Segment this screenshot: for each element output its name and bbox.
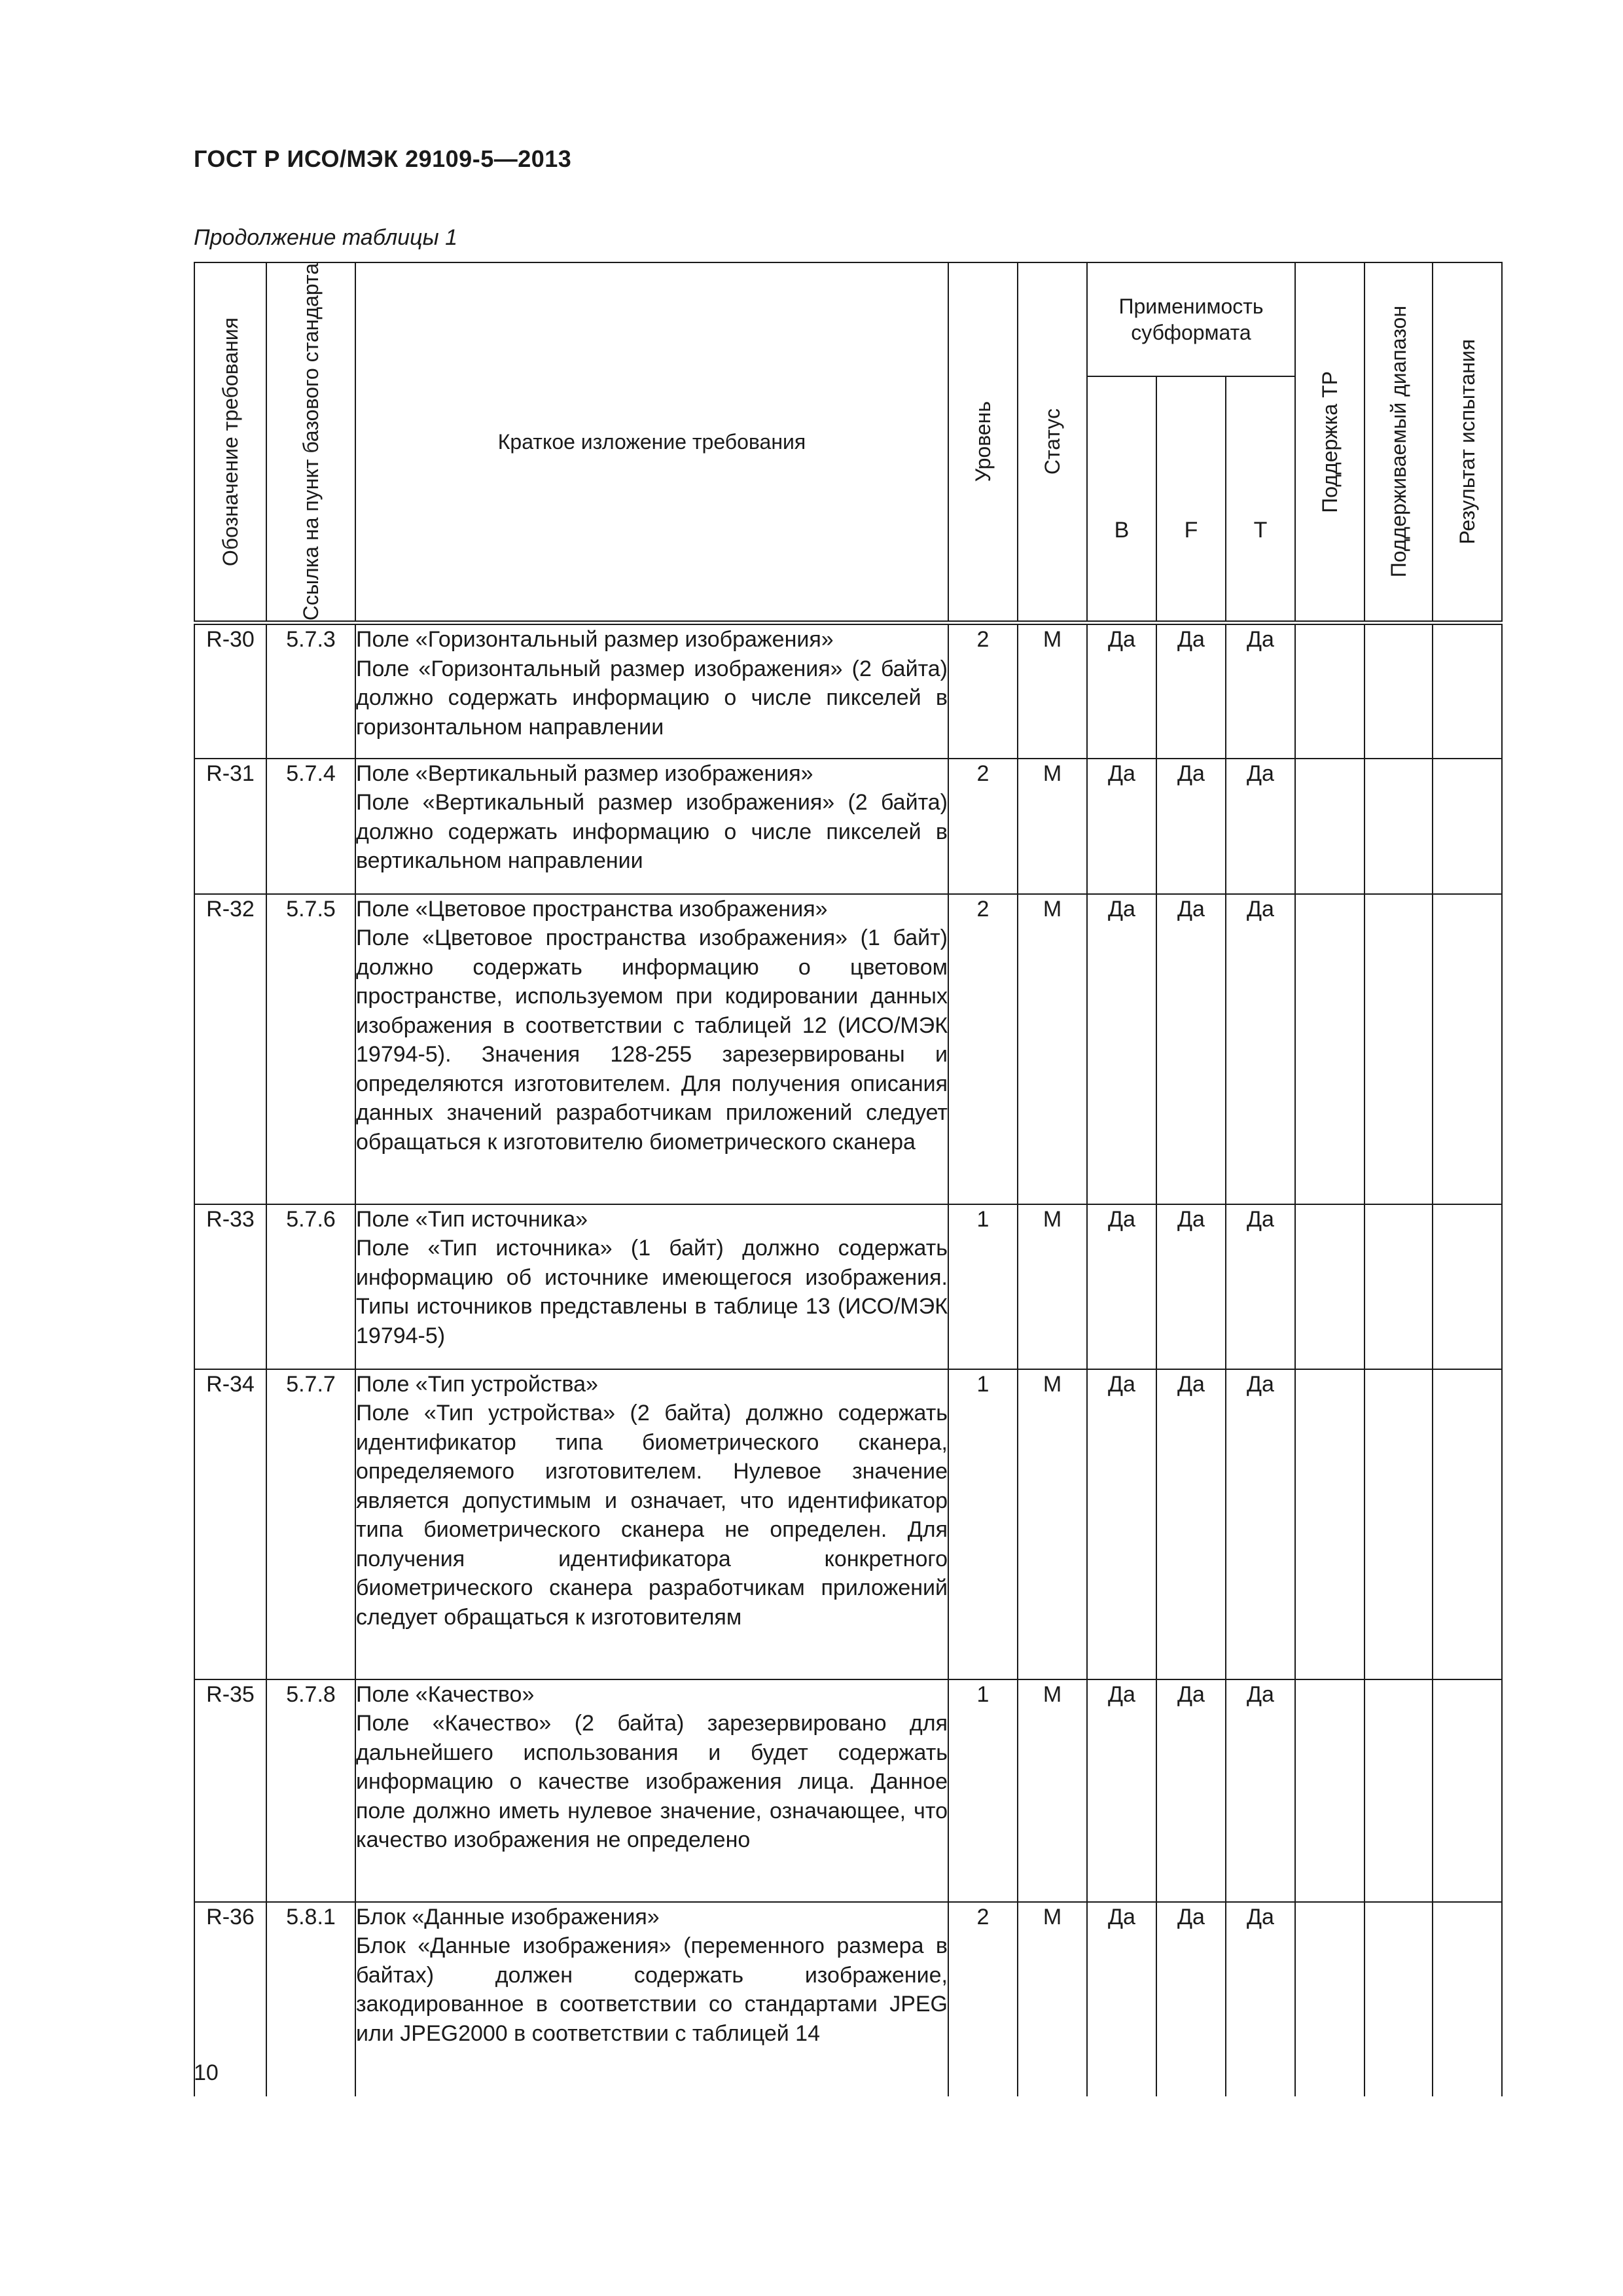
req-title: Поле «Вертикальный размер изображения» — [356, 761, 813, 786]
sub-t: Да — [1226, 1902, 1295, 2096]
sub-f: Да — [1156, 1369, 1226, 1679]
level: 2 — [948, 894, 1018, 1204]
req-text: Поле «Вертикальный размер изображения» (2 байта) должно содержать информацию о числе пикселей в вертикальном направлении — [356, 790, 948, 874]
header-req-id: Обозначение требования — [194, 262, 266, 623]
req-summary — [355, 1679, 948, 1902]
table-row — [194, 1679, 1502, 1902]
req-id: R-31 — [194, 759, 266, 894]
sub-f: Да — [1156, 1679, 1226, 1902]
level: 1 — [948, 1369, 1018, 1679]
sub-t: Да — [1226, 759, 1295, 894]
req-text: Поле «Качество» (2 байта) зарезервировано для дальнейшего использования и будет содержать информацию о качестве изображения лица. Данное поле должно иметь нулевое значение, означающее, что качество изображения не определено — [356, 1711, 948, 1853]
req-id: R-30 — [194, 623, 266, 759]
table-row — [194, 623, 1502, 759]
sub-b: Да — [1087, 1369, 1156, 1679]
req-title: Поле «Горизонтальный размер изображения» — [356, 627, 834, 653]
table-row — [194, 1369, 1502, 1679]
status: M — [1018, 1369, 1087, 1679]
table-row — [194, 894, 1502, 1204]
supported-range — [1364, 1369, 1433, 1679]
status: M — [1018, 623, 1087, 759]
req-title: Поле «Тип источника» — [356, 1206, 588, 1232]
test-result — [1433, 1679, 1502, 1902]
req-summary — [355, 759, 948, 894]
req-summary — [355, 1902, 948, 2096]
supported-range — [1364, 894, 1433, 1204]
tp-support — [1295, 1902, 1364, 2096]
supported-range — [1364, 759, 1433, 894]
req-summary — [355, 894, 948, 1204]
header-sub-f: F — [1156, 376, 1226, 623]
req-id: R-36 — [194, 1902, 266, 2096]
req-title: Поле «Тип устройства» — [356, 1371, 598, 1397]
sub-b: Да — [1087, 623, 1156, 759]
req-text: Поле «Тип устройства» (2 байта) должно содержать идентификатор типа биометрического сканера, определяемого изготовителем. Нулевое значение является допустимым и означает, что идентификатор типа биометрического сканера не определен. Для получения идентификатора конкретного биометрического сканера разработчикам приложений следует обращаться к изготовителям — [356, 1401, 948, 1630]
tp-support — [1295, 894, 1364, 1204]
sub-f: Да — [1156, 894, 1226, 1204]
base-ref: 5.7.5 — [266, 894, 355, 1204]
table-caption: Продолжение таблицы 1 — [194, 225, 457, 250]
table-row — [194, 1902, 1502, 2096]
base-ref: 5.7.8 — [266, 1679, 355, 1902]
sub-f: Да — [1156, 1204, 1226, 1369]
header-summary: Краткое изложение требования — [355, 262, 948, 623]
requirements-table — [194, 262, 1503, 2096]
tp-support — [1295, 1204, 1364, 1369]
header-status: Статус — [1018, 262, 1087, 623]
sub-b: Да — [1087, 1204, 1156, 1369]
header-applicability: Применимость субформата — [1087, 262, 1295, 376]
sub-b: Да — [1087, 759, 1156, 894]
sub-t: Да — [1226, 623, 1295, 759]
sub-t: Да — [1226, 1679, 1295, 1902]
req-text: Поле «Горизонтальный размер изображения» (2 байта) должно содержать информацию о числе пикселей в горизонтальном направлении — [356, 656, 948, 740]
page-number: 10 — [194, 2060, 219, 2085]
document-title: ГОСТ Р ИСО/МЭК 29109-5—2013 — [194, 145, 572, 172]
level: 2 — [948, 1902, 1018, 2096]
supported-range — [1364, 1902, 1433, 2096]
table-row — [194, 759, 1502, 894]
level: 2 — [948, 759, 1018, 894]
sub-t: Да — [1226, 1369, 1295, 1679]
tp-support — [1295, 623, 1364, 759]
base-ref: 5.7.7 — [266, 1369, 355, 1679]
tp-support — [1295, 759, 1364, 894]
level: 1 — [948, 1204, 1018, 1369]
header-tp-support: Поддержка ТР — [1295, 262, 1364, 623]
sub-t: Да — [1226, 894, 1295, 1204]
status: M — [1018, 894, 1087, 1204]
req-text: Поле «Тип источника» (1 байт) должно содержать информацию об источнике имеющегося изображения. Типы источников представлены в таблице 13 (ИСО/МЭК 19794-5) — [356, 1236, 948, 1348]
sub-b: Да — [1087, 1679, 1156, 1902]
test-result — [1433, 1902, 1502, 2096]
sub-f: Да — [1156, 1902, 1226, 2096]
header-sub-t: T — [1226, 376, 1295, 623]
status: M — [1018, 759, 1087, 894]
req-id: R-33 — [194, 1204, 266, 1369]
req-text: Поле «Цветовое пространства изображения» (1 байт) должно содержать информацию о цветовом пространстве, используемом при кодировании данных изображения в соответствии с таблицей 12 (ИСО/МЭК 19794-5). Значения 128-255 зарезервированы и определяются изготовителем. Для получения описания данных значений разработчикам приложений следует обращаться к изготовителю биометрического сканера — [356, 925, 948, 1155]
req-text: Блок «Данные изображения» (переменного размера в байтах) должен содержать изображение, закодированное в соответствии со стандартами JPEG или JPEG2000 в соответствии с таблицей 14 — [356, 1933, 948, 2046]
test-result — [1433, 623, 1502, 759]
req-id: R-34 — [194, 1369, 266, 1679]
header-base-ref: Ссылка на пункт базового стандарта — [266, 262, 355, 623]
req-summary — [355, 623, 948, 759]
sub-b: Да — [1087, 1902, 1156, 2096]
req-title: Поле «Качество» — [356, 1681, 535, 1707]
level: 2 — [948, 623, 1018, 759]
test-result — [1433, 894, 1502, 1204]
sub-f: Да — [1156, 759, 1226, 894]
req-id: R-32 — [194, 894, 266, 1204]
tp-support — [1295, 1369, 1364, 1679]
status: M — [1018, 1679, 1087, 1902]
status: M — [1018, 1204, 1087, 1369]
req-summary — [355, 1204, 948, 1369]
test-result — [1433, 1204, 1502, 1369]
supported-range — [1364, 1204, 1433, 1369]
header-sub-b: B — [1087, 376, 1156, 623]
req-title: Поле «Цветовое пространства изображения» — [356, 896, 828, 922]
base-ref: 5.7.4 — [266, 759, 355, 894]
sub-f: Да — [1156, 623, 1226, 759]
header-test-result: Результат испытания — [1433, 262, 1502, 623]
table-row — [194, 1204, 1502, 1369]
tp-support — [1295, 1679, 1364, 1902]
base-ref: 5.7.3 — [266, 623, 355, 759]
status: M — [1018, 1902, 1087, 2096]
header-level: Уровень — [948, 262, 1018, 623]
req-summary — [355, 1369, 948, 1679]
level: 1 — [948, 1679, 1018, 1902]
test-result — [1433, 1369, 1502, 1679]
supported-range — [1364, 1679, 1433, 1902]
base-ref: 5.7.6 — [266, 1204, 355, 1369]
req-id: R-35 — [194, 1679, 266, 1902]
test-result — [1433, 759, 1502, 894]
req-title: Блок «Данные изображения» — [356, 1904, 660, 1929]
sub-t: Да — [1226, 1204, 1295, 1369]
supported-range — [1364, 623, 1433, 759]
sub-b: Да — [1087, 894, 1156, 1204]
header-supported-range: Поддерживаемый диапазон — [1364, 262, 1433, 623]
base-ref: 5.8.1 — [266, 1902, 355, 2096]
